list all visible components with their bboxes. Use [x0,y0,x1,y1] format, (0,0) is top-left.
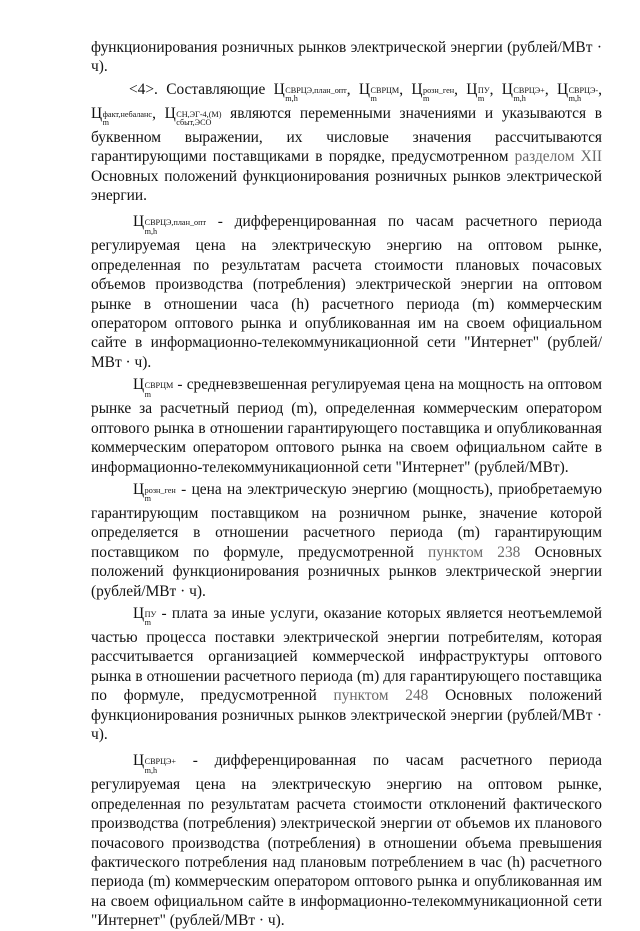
price-symbol: Ц розн_ген m [411,80,455,104]
definition-text-tail: Основных положений функционирования розничных рынков электрической энергии (рублей/МВт · ч). [91,687,603,743]
price-symbol: Ц розн_ген m [133,480,176,504]
clause-238-link[interactable]: пунктом 238 [428,543,521,561]
price-symbol: Ц СВРЦЭ- m,h [556,80,599,104]
section-xii-link[interactable]: разделом XII [514,148,602,166]
definition-deviation-price [91,751,602,930]
continuation-paragraph: функционирования розничных рынков электрической энергии (рублей/МВт · ч). [91,39,602,76]
price-symbol: Ц СН,ЭГ-4,(М) сбыт,ЭСО [164,104,222,128]
definition-capacity-price [91,375,602,477]
definition-retail-generation-price [91,480,602,601]
definition-text: - плата за иные услуги, оказание которых является неотъемлемой частью процесса поставки электрической энергии потребителям, которая рассчитывается организацией коммерческой инфраструктуры оптового рынка в отношении расчетного периода (m) для гарантирующего поставщика по формуле, предусмотренной [91,604,602,705]
price-symbol: Ц ПУ m [133,604,157,628]
definition-text: - средневзвешенная регулируемая цена на мощность на оптовом рынке за расчетный период (m), определенная коммерческим оператором оптового рынка в отношении гарантирующего поставщика и опубликованная коммерческим оператором оптового рынка на своем официальном сайте в информационно-телекоммуникационной сети "Интернет" (рублей/МВт). [91,376,602,476]
note-4-paragraph: <4>. Составляющие Ц СВРЦЭ,план_опт m,h , Ц СВРЦМ m , Ц розн_ген m , Ц ПУ m , Ц СВРЦЭ+ m,h , Ц СВРЦЭ- m,h , Ц факт,небаланс m , Ц СН,ЭГ-4,(М) сбыт,ЭСО являются переменными значениями и указываются в буквенном выражении, их числовые значения рассчитываются гарантирующими поставщиками в порядке, предусмотренном разделом XII Основных положений функционирования розничных рынков электрической энергии. [91,80,602,205]
definition-text: - дифференцированная по часам расчетного периода регулируемая цена на электрическую энергию на оптовом рынке, определенная по результатам расчета стоимости плановых почасовых объемов производства (потребления) электрической энергии на оптовом рынке в отношении часа (h) расчетного периода (m) коммерческим оператором оптового рынка и опубликованная им на своем официальном сайте в информационно-телекоммуникационной сети "Интернет" (рублей/МВт · ч). [91,213,602,371]
price-symbol: Ц СВРЦЭ,план_опт m,h [133,213,207,236]
price-symbol: Ц ПУ m [466,80,490,104]
document-page [91,38,602,931]
definition-text-tail: Основных положений функционирования розничных рынков электрической энергии (рублей/МВт · ч). [91,543,602,600]
clause-248-link[interactable]: пунктом 248 [333,687,429,705]
price-symbol: Ц СВРЦМ m [358,80,400,104]
price-symbol: Ц СВРЦЭ,план_опт m,h [273,80,347,104]
definition-text: - дифференцированная по часам расчетного периода регулируемая цена на электрическую энергию на оптовом рынке, определенная по результатам расчета стоимости отклонений фактического производства (потребления) электрической энергии от объемов их планового почасового производства (потребления) в отношении объема превышения фактического потребления над плановым потреблением в час (h) расчетного периода (m) коммерческим оператором оптового рынка и опубликованная им на своем официальном сайте в информационно-телекоммуникационной сети "Интернет" (рублей/МВт · ч). [91,752,602,930]
definition-plan-price [91,212,602,372]
price-symbol: Ц СВРЦМ m [133,376,174,399]
note-text: являются переменными значениями и указываются в буквенном выражении, их числовые значения рассчитываются гарантирующими поставщиками в порядке, предусмотренном [91,104,602,166]
definition-other-services-fee [91,604,602,744]
price-symbol: Ц СВРЦЭ+ m,h [501,80,545,104]
note-text-tail: Основных положений функционирования розничных рынков электрической энергии. [91,167,602,205]
price-symbol: Ц факт,небаланс m [91,104,153,128]
definition-text: - цена на электрическую энергию (мощность), приобретаемую гарантирующим поставщиком на розничном рынке, значение которой определяется в отношении расчетного периода (m) гарантирующим поставщиком по формуле, предусмотренной [91,480,602,561]
note-lead: <4>. Составляющие [129,80,266,98]
price-symbol: Ц СВРЦЭ+ m,h [133,752,177,775]
